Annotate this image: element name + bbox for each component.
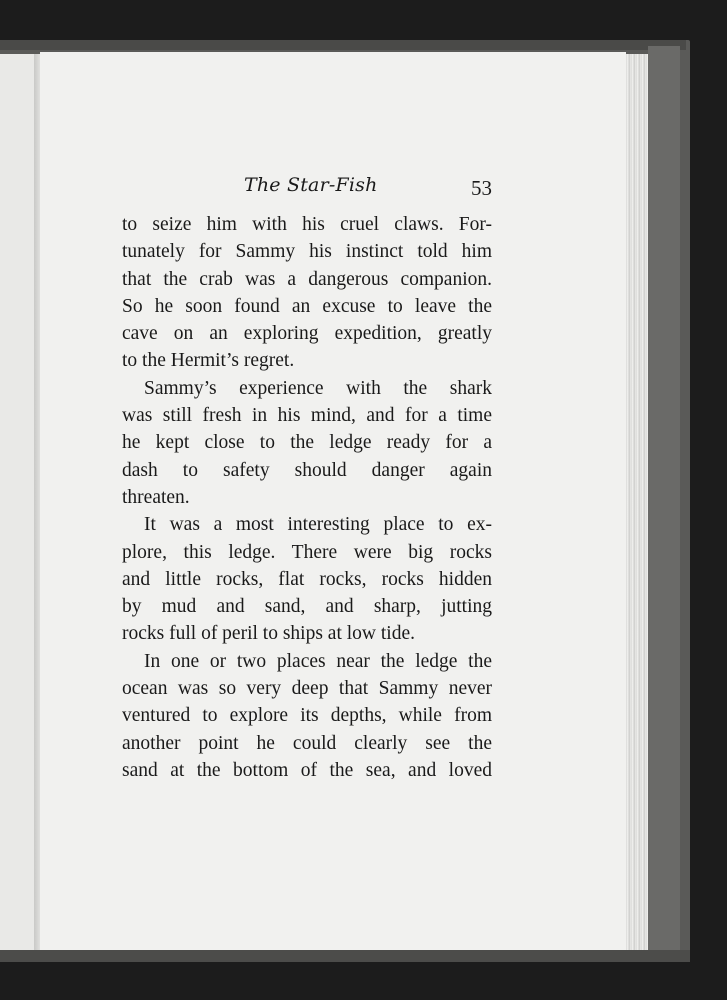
text-line: ocean was so very deep that Sammy never — [122, 678, 492, 700]
text-line: he kept close to the ledge ready for a — [122, 432, 492, 454]
page-number: 53 — [471, 176, 492, 200]
text-line: plore, this ledge. There were big rocks — [122, 541, 492, 563]
text-line: cave on an exploring expedition, greatly — [122, 323, 492, 345]
text-line: tunately for Sammy his instinct told him — [122, 241, 492, 263]
paragraph — [122, 648, 492, 784]
left-page-edge — [0, 54, 37, 952]
paragraph — [122, 375, 492, 511]
text-line: by mud and sand, and sharp, jutting — [122, 596, 492, 618]
text-line: threaten. — [122, 486, 190, 508]
text-line: Sammy’s experience with the shark — [144, 377, 492, 399]
paragraph — [122, 511, 492, 647]
text-line: rocks full of peril to ships at low tide. — [122, 623, 415, 645]
page-body-text — [122, 211, 492, 784]
text-line: sand at the bottom of the sea, and loved — [122, 759, 492, 781]
text-line: It was a most interesting place to ex- — [144, 514, 492, 536]
text-line: ventured to explore its depths, while from — [122, 705, 492, 727]
cover-bottom-edge — [0, 950, 690, 962]
text-line: So he soon found an excuse to leave the — [122, 295, 492, 317]
book-spine — [648, 46, 680, 954]
text-line: and little rocks, flat rocks, rocks hidden — [122, 568, 492, 590]
cover-top-edge — [0, 40, 686, 50]
running-title: The Star-Fish — [244, 174, 378, 196]
page-stack-edges — [626, 54, 648, 950]
text-line: another point he could clearly see the — [122, 732, 492, 754]
text-line: that the crab was a dangerous companion. — [122, 268, 492, 290]
page-header — [122, 174, 492, 204]
paragraph — [122, 211, 492, 375]
text-line: In one or two places near the ledge the — [144, 650, 492, 672]
text-line: dash to safety should danger again — [122, 459, 492, 481]
text-line: to the Hermit’s regret. — [122, 350, 295, 372]
text-line: to seize him with his cruel claws. For- — [122, 214, 492, 235]
text-line: was still fresh in his mind, and for a time — [122, 405, 492, 427]
